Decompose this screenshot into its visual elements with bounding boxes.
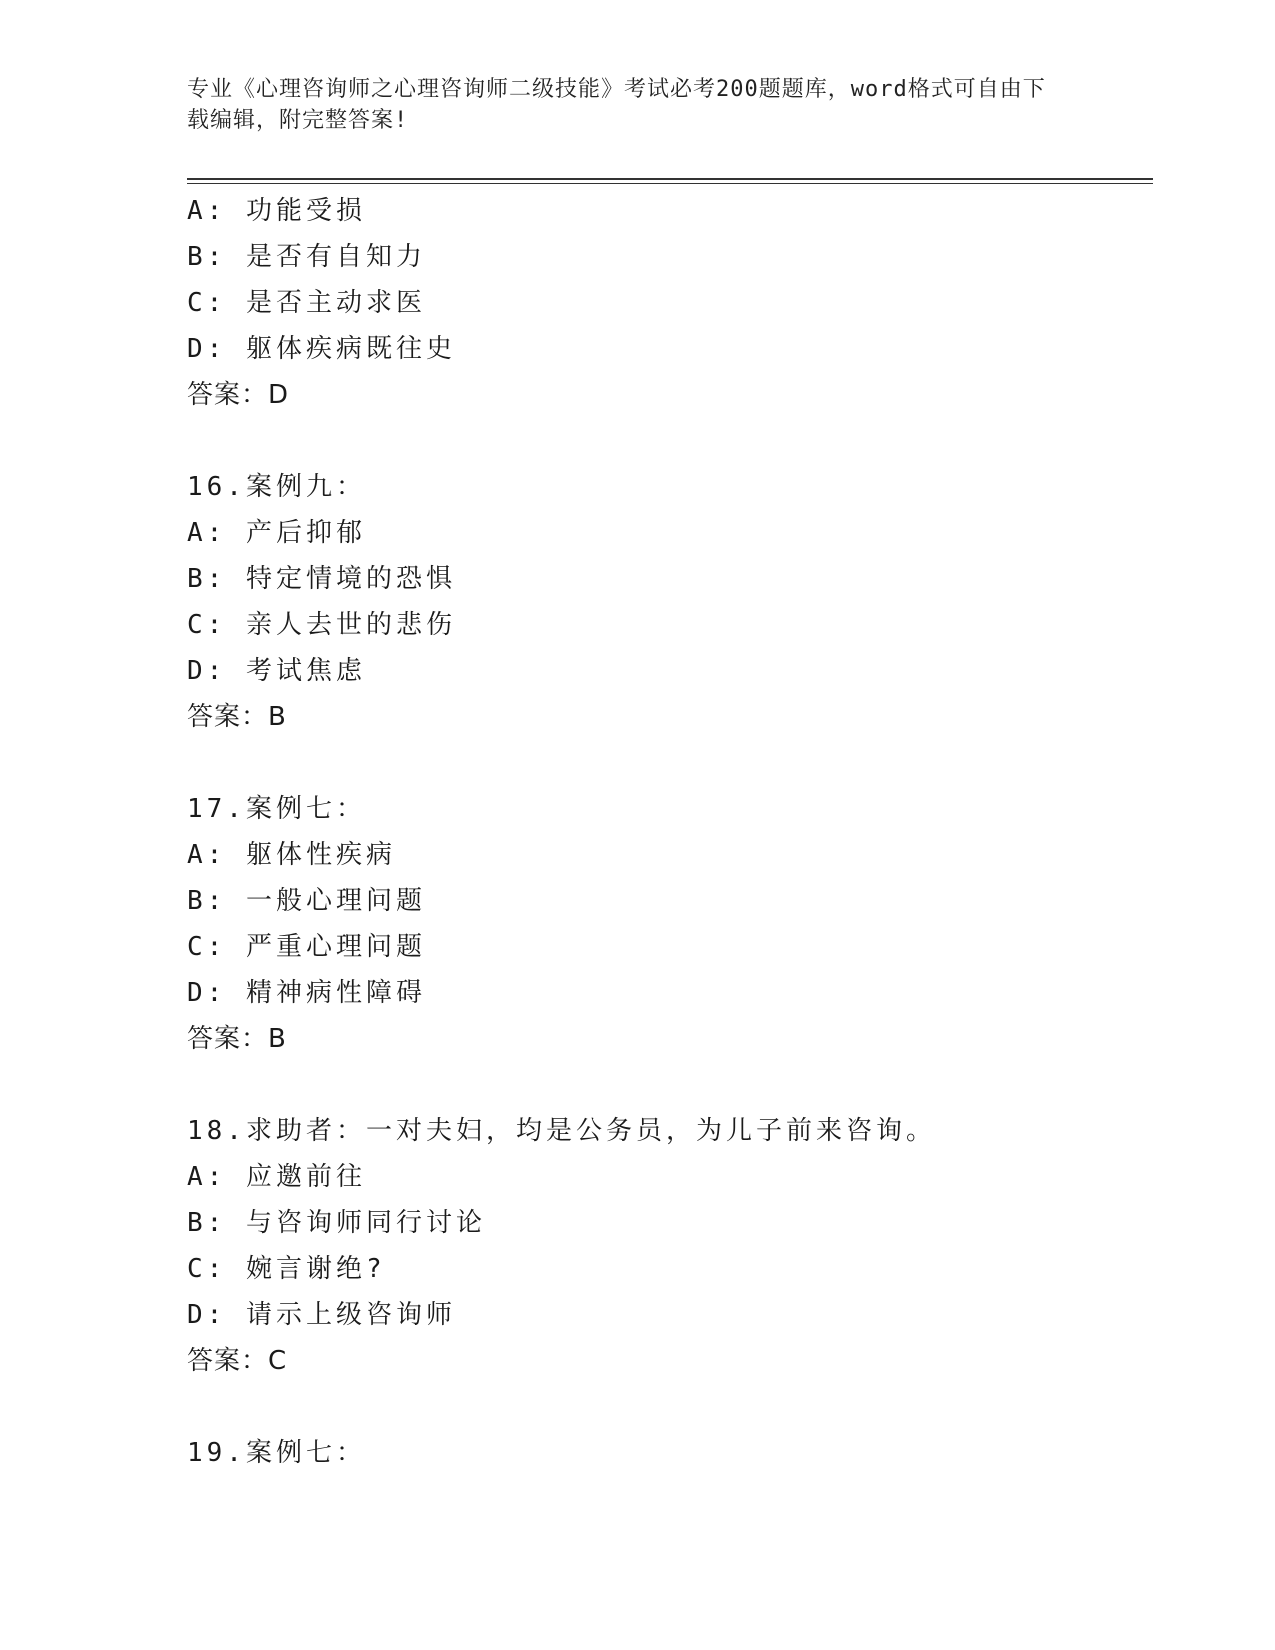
answer-line: 答案：B	[187, 1024, 287, 1054]
option-line: A: 功能受损	[187, 196, 366, 226]
option-line: B: 是否有自知力	[187, 242, 426, 272]
answer-line: 答案：D	[187, 380, 290, 410]
question-stem: 16.案例九：	[187, 472, 366, 502]
question-list	[187, 188, 1147, 1476]
spacer	[187, 1062, 1147, 1108]
spacer	[187, 740, 1147, 786]
document-header: 专业《心理咨询师之心理咨询师二级技能》考试必考200题题库，word格式可自由下载编辑，附完整答案!	[187, 77, 1046, 133]
header-rule	[187, 178, 1153, 180]
option-line: D: 请示上级咨询师	[187, 1300, 456, 1330]
question-stem: 17.案例七：	[187, 794, 366, 824]
question-stem: 18.求助者：一对夫妇，均是公务员，为儿子前来咨询。	[187, 1116, 936, 1146]
option-line: C: 婉言谢绝?	[187, 1254, 386, 1284]
option-line: B: 特定情境的恐惧	[187, 564, 456, 594]
option-line: A: 应邀前往	[187, 1162, 366, 1192]
answer-line: 答案：B	[187, 702, 287, 732]
option-line: C: 是否主动求医	[187, 288, 426, 318]
option-line: D: 躯体疾病既往史	[187, 334, 456, 364]
option-line: B: 与咨询师同行讨论	[187, 1208, 486, 1238]
spacer	[187, 418, 1147, 464]
option-line: A: 躯体性疾病	[187, 840, 396, 870]
option-line: C: 亲人去世的悲伤	[187, 610, 456, 640]
option-line: A: 产后抑郁	[187, 518, 366, 548]
option-line: D: 精神病性障碍	[187, 978, 426, 1008]
answer-line: 答案：C	[187, 1346, 288, 1376]
option-line: B: 一般心理问题	[187, 886, 426, 916]
option-line: C: 严重心理问题	[187, 932, 426, 962]
question-stem: 19.案例七：	[187, 1438, 366, 1468]
option-line: D: 考试焦虑	[187, 656, 366, 686]
spacer	[187, 1384, 1147, 1430]
header-rule-secondary	[187, 183, 1153, 184]
